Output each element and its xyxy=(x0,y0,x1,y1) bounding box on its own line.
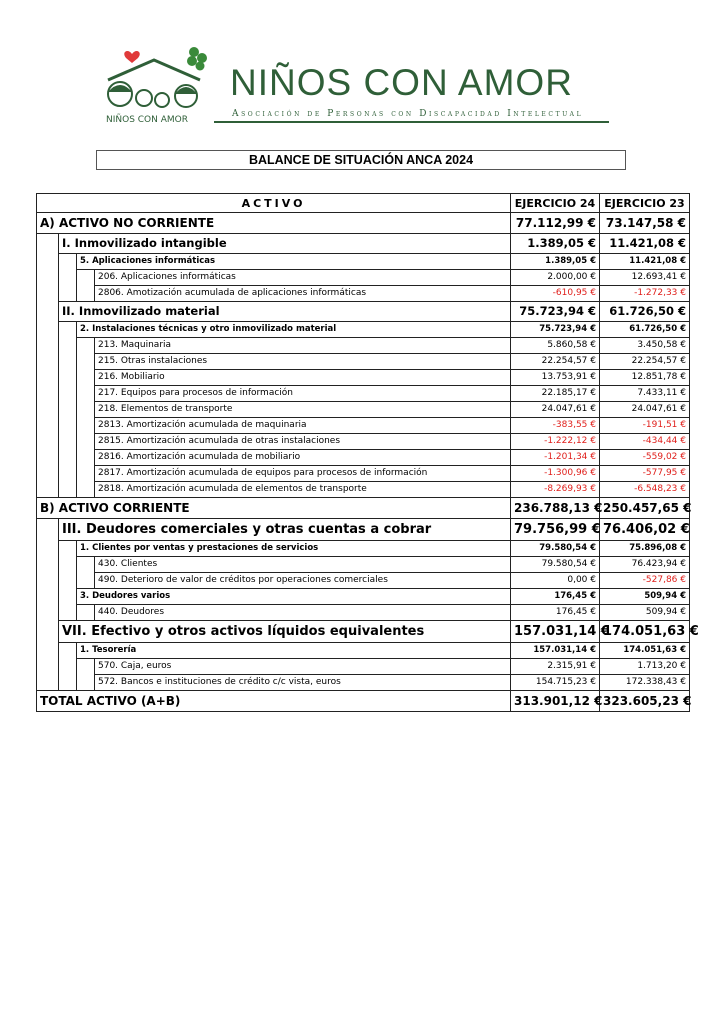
indent-cell xyxy=(77,370,95,386)
indent-cell xyxy=(59,354,77,370)
table-row xyxy=(37,621,690,643)
indent-cell xyxy=(77,605,95,621)
indent-cell xyxy=(37,589,59,605)
indent-cell xyxy=(37,621,59,643)
table-row xyxy=(37,354,690,370)
value-2023: 174.051,63 € xyxy=(600,643,690,659)
table-row xyxy=(37,254,690,270)
value-2024: 22.185,17 € xyxy=(511,386,600,402)
value-2023: 174.051,63 € xyxy=(600,621,690,643)
table-row xyxy=(37,338,690,354)
value-2023: 3.450,58 € xyxy=(600,338,690,354)
value-2023: 22.254,57 € xyxy=(600,354,690,370)
indent-cell xyxy=(37,254,59,270)
value-2023: 509,94 € xyxy=(600,605,690,621)
indent-cell xyxy=(59,659,77,675)
indent-cell xyxy=(59,573,77,589)
value-2024: 236.788,13 € xyxy=(511,498,600,519)
indent-cell xyxy=(77,354,95,370)
row-label: 218. Elementos de transporte xyxy=(95,402,511,418)
row-label: 572. Bancos e instituciones de crédito c/c vista, euros xyxy=(95,675,511,691)
row-label: 430. Clientes xyxy=(95,557,511,573)
row-label: VII. Efectivo y otros activos líquidos equivalentes xyxy=(59,621,511,643)
value-2023: -434,44 € xyxy=(600,434,690,450)
indent-cell xyxy=(59,254,77,270)
indent-cell xyxy=(77,270,95,286)
indent-cell xyxy=(59,589,77,605)
value-2023: 172.338,43 € xyxy=(600,675,690,691)
indent-cell xyxy=(37,675,59,691)
table-row xyxy=(37,519,690,541)
value-2024: -383,55 € xyxy=(511,418,600,434)
table-row xyxy=(37,589,690,605)
value-2024: 176,45 € xyxy=(511,589,600,605)
balance-table-body xyxy=(37,194,699,712)
row-label: 216. Mobiliario xyxy=(95,370,511,386)
indent-cell xyxy=(77,466,95,482)
row-label: 2813. Amortización acumulada de maquinaria xyxy=(95,418,511,434)
value-2024: 313.901,12 € xyxy=(511,691,600,712)
indent-cell xyxy=(59,541,77,557)
indent-cell xyxy=(37,234,59,254)
value-2024: 0,00 € xyxy=(511,573,600,589)
value-2024: 1.389,05 € xyxy=(511,254,600,270)
logo-text: NIÑOS CON AMOR xyxy=(106,115,188,125)
row-label: II. Inmovilizado material xyxy=(59,302,511,322)
indent-cell xyxy=(37,605,59,621)
value-2024: 77.112,99 € xyxy=(511,213,600,234)
value-2024: -1.201,34 € xyxy=(511,450,600,466)
value-2024: 2.315,91 € xyxy=(511,659,600,675)
value-2023: 11.421,08 € xyxy=(600,254,690,270)
value-2024: -610,95 € xyxy=(511,286,600,302)
indent-cell xyxy=(59,466,77,482)
header-activo: ACTIVO xyxy=(37,194,511,213)
indent-cell xyxy=(77,450,95,466)
indent-cell xyxy=(59,386,77,402)
table-row xyxy=(37,450,690,466)
indent-cell xyxy=(59,434,77,450)
indent-cell xyxy=(37,643,59,659)
table-row xyxy=(37,466,690,482)
indent-cell xyxy=(59,450,77,466)
indent-cell xyxy=(37,519,59,541)
value-2024: 2.000,00 € xyxy=(511,270,600,286)
row-label: 490. Deterioro de valor de créditos por operaciones comerciales xyxy=(95,573,511,589)
row-label: 217. Equipos para procesos de información xyxy=(95,386,511,402)
indent-cell xyxy=(37,482,59,498)
table-row xyxy=(37,434,690,450)
row-label: 5. Aplicaciones informáticas xyxy=(77,254,511,270)
row-label: 1. Tesorería xyxy=(77,643,511,659)
value-2023: 7.433,11 € xyxy=(600,386,690,402)
value-2023: 24.047,61 € xyxy=(600,402,690,418)
value-2024: 24.047,61 € xyxy=(511,402,600,418)
indent-cell xyxy=(77,386,95,402)
value-2024: 157.031,14 € xyxy=(511,621,600,643)
indent-cell xyxy=(59,402,77,418)
indent-cell xyxy=(37,354,59,370)
indent-cell xyxy=(37,270,59,286)
indent-cell xyxy=(59,557,77,573)
org-subtitle: Asociación de Personas con Discapacidad Intelectual xyxy=(232,109,584,119)
value-2023: -6.548,23 € xyxy=(600,482,690,498)
indent-cell xyxy=(59,675,77,691)
table-row xyxy=(37,234,690,254)
row-label: 2818. Amortización acumulada de elementos de transporte xyxy=(95,482,511,498)
table-row xyxy=(37,386,690,402)
table-row xyxy=(37,286,690,302)
table-row xyxy=(37,418,690,434)
value-2024: -1.222,12 € xyxy=(511,434,600,450)
value-2024: 79.756,99 € xyxy=(511,519,600,541)
indent-cell xyxy=(77,675,95,691)
indent-cell xyxy=(59,286,77,302)
indent-cell xyxy=(37,302,59,322)
report-title: BALANCE DE SITUACIÓN ANCA 2024 xyxy=(96,150,626,170)
row-label: III. Deudores comerciales y otras cuentas a cobrar xyxy=(59,519,511,541)
table-row xyxy=(37,675,690,691)
indent-cell xyxy=(59,605,77,621)
value-2024: -8.269,93 € xyxy=(511,482,600,498)
table-row xyxy=(37,541,690,557)
indent-cell xyxy=(77,573,95,589)
indent-cell xyxy=(77,434,95,450)
table-row xyxy=(37,691,690,712)
indent-cell xyxy=(37,286,59,302)
value-2024: 79.580,54 € xyxy=(511,557,600,573)
indent-cell xyxy=(37,418,59,434)
indent-cell xyxy=(59,643,77,659)
table-row xyxy=(37,573,690,589)
table-row xyxy=(37,557,690,573)
indent-cell xyxy=(37,402,59,418)
header-year-23: EJERCICIO 23 xyxy=(600,194,690,213)
table-row xyxy=(37,370,690,386)
value-2023: 11.421,08 € xyxy=(600,234,690,254)
org-name: NIÑOS CON AMOR xyxy=(230,62,573,103)
row-label: TOTAL ACTIVO (A+B) xyxy=(37,691,511,712)
indent-cell xyxy=(37,541,59,557)
value-2023: 61.726,50 € xyxy=(600,322,690,338)
row-label: I. Inmovilizado intangible xyxy=(59,234,511,254)
value-2024: -1.300,96 € xyxy=(511,466,600,482)
table-row xyxy=(37,605,690,621)
table-row xyxy=(37,643,690,659)
table-row xyxy=(37,302,690,322)
value-2024: 75.723,94 € xyxy=(511,302,600,322)
indent-cell xyxy=(59,270,77,286)
row-label: 570. Caja, euros xyxy=(95,659,511,675)
value-2024: 5.860,58 € xyxy=(511,338,600,354)
value-2023: 61.726,50 € xyxy=(600,302,690,322)
indent-cell xyxy=(77,286,95,302)
value-2023: 76.406,02 € xyxy=(600,519,690,541)
row-label: 3. Deudores varios xyxy=(77,589,511,605)
value-2024: 22.254,57 € xyxy=(511,354,600,370)
logo-icon xyxy=(104,44,212,124)
indent-cell xyxy=(59,370,77,386)
value-2024: 154.715,23 € xyxy=(511,675,600,691)
row-label: B) ACTIVO CORRIENTE xyxy=(37,498,511,519)
value-2023: 76.423,94 € xyxy=(600,557,690,573)
table-row xyxy=(37,322,690,338)
row-label: 2815. Amortización acumulada de otras instalaciones xyxy=(95,434,511,450)
indent-cell xyxy=(37,466,59,482)
value-2023: 75.896,08 € xyxy=(600,541,690,557)
value-2023: 323.605,23 € xyxy=(600,691,690,712)
table-row xyxy=(37,498,690,519)
row-label: 2816. Amortización acumulada de mobiliario xyxy=(95,450,511,466)
indent-cell xyxy=(37,386,59,402)
indent-cell xyxy=(59,338,77,354)
row-label: 2817. Amortización acumulada de equipos para procesos de información xyxy=(95,466,511,482)
row-label: 215. Otras instalaciones xyxy=(95,354,511,370)
value-2023: 509,94 € xyxy=(600,589,690,605)
header-divider xyxy=(214,121,609,123)
value-2024: 176,45 € xyxy=(511,605,600,621)
value-2023: -559,02 € xyxy=(600,450,690,466)
indent-cell xyxy=(37,370,59,386)
indent-cell xyxy=(37,434,59,450)
table-header-row xyxy=(37,194,690,213)
value-2024: 157.031,14 € xyxy=(511,643,600,659)
indent-cell xyxy=(77,482,95,498)
row-label: 440. Deudores xyxy=(95,605,511,621)
table-row xyxy=(37,270,690,286)
value-2023: 1.713,20 € xyxy=(600,659,690,675)
indent-cell xyxy=(37,450,59,466)
table-row xyxy=(37,482,690,498)
indent-cell xyxy=(59,482,77,498)
indent-cell xyxy=(59,418,77,434)
indent-cell xyxy=(77,659,95,675)
indent-cell xyxy=(77,338,95,354)
value-2023: 73.147,58 € xyxy=(600,213,690,234)
row-label: 2806. Amotización acumulada de aplicaciones informáticas xyxy=(95,286,511,302)
balance-table xyxy=(36,193,699,712)
value-2023: 250.457,65 € xyxy=(600,498,690,519)
indent-cell xyxy=(37,573,59,589)
indent-cell xyxy=(37,557,59,573)
indent-cell xyxy=(37,322,59,338)
value-2024: 1.389,05 € xyxy=(511,234,600,254)
indent-cell xyxy=(59,322,77,338)
row-label: 206. Aplicaciones informáticas xyxy=(95,270,511,286)
value-2023: -1.272,33 € xyxy=(600,286,690,302)
value-2023: -577,95 € xyxy=(600,466,690,482)
header-year-24: EJERCICIO 24 xyxy=(511,194,600,213)
value-2024: 79.580,54 € xyxy=(511,541,600,557)
indent-cell xyxy=(77,402,95,418)
row-label: 2. Instalaciones técnicas y otro inmovilizado material xyxy=(77,322,511,338)
table-row xyxy=(37,402,690,418)
row-label: 213. Maquinaria xyxy=(95,338,511,354)
row-label: A) ACTIVO NO CORRIENTE xyxy=(37,213,511,234)
indent-cell xyxy=(37,659,59,675)
table-row xyxy=(37,659,690,675)
value-2023: 12.693,41 € xyxy=(600,270,690,286)
value-2024: 75.723,94 € xyxy=(511,322,600,338)
value-2023: -527,86 € xyxy=(600,573,690,589)
row-label: 1. Clientes por ventas y prestaciones de servicios xyxy=(77,541,511,557)
indent-cell xyxy=(37,338,59,354)
indent-cell xyxy=(77,418,95,434)
value-2023: -191,51 € xyxy=(600,418,690,434)
value-2023: 12.851,78 € xyxy=(600,370,690,386)
indent-cell xyxy=(77,557,95,573)
table-row xyxy=(37,213,690,234)
value-2024: 13.753,91 € xyxy=(511,370,600,386)
